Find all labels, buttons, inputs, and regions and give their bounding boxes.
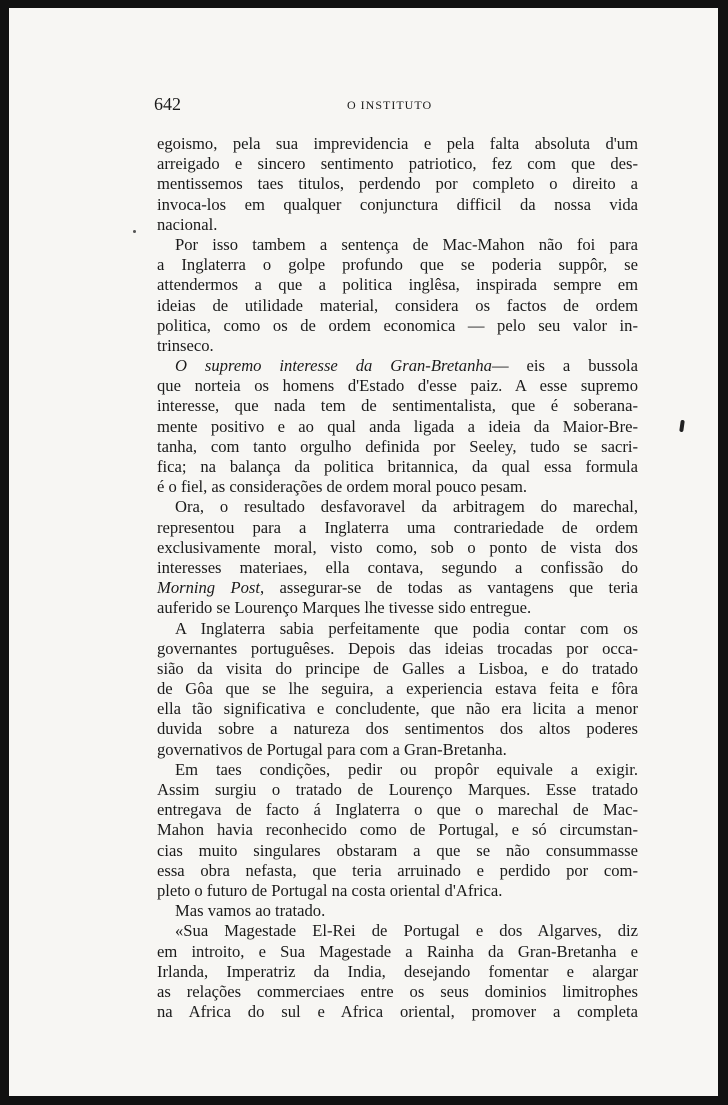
text-line: fica; na balança da politica britannica, da qual essa formula	[157, 457, 638, 476]
text-line: governantes portuguêses. Depois das ideias trocadas por occa-	[157, 638, 638, 658]
margin-ink-dot	[133, 230, 136, 233]
text-line: em introito, e Sua Magestade a Rainha da Gran-Bretanha e	[157, 941, 638, 961]
text-line	[157, 356, 638, 376]
text-line: Em taes condições, pedir ou propôr equivale a exigir.	[175, 759, 638, 779]
text-line: egoismo, pela sua imprevidencia e pela falta absoluta d'um	[157, 134, 638, 153]
text-line: duvida sobre a natureza dos sentimentos dos altos poderes	[157, 719, 638, 739]
text-line: governativos de Portugal para com a Gran-Bretanha.	[157, 739, 507, 759]
text-line: essa obra nefasta, que teria arruinado e perdido por com-	[157, 860, 638, 880]
text-line: politica, como os de ordem economica — pelo seu valor in-	[157, 315, 638, 335]
text-line: é o fiel, as considerações de ordem moral pouco pesam.	[157, 477, 527, 497]
text-line: «Sua Magestade El-Rei de Portugal e dos Algarves, diz	[175, 921, 638, 941]
text-line: que norteia os homens d'Estado d'esse paiz. A esse supremo	[157, 376, 638, 396]
book-page	[9, 8, 718, 1096]
text-line: cias muito singulares obstaram a que se não consummasse	[157, 840, 638, 860]
text-line: pleto o futuro de Portugal na costa oriental d'Africa.	[157, 880, 503, 900]
text-line: mentissemos taes titulos, perdendo por completo o direito a	[157, 174, 638, 194]
text-line: as relações commerciaes entre os seus dominios limitrophes	[157, 981, 638, 1001]
text-line: trinseco.	[157, 335, 214, 355]
text-line: auferido se Lourenço Marques lhe tivesse sido entregue.	[157, 598, 532, 618]
text-line: Irlanda, Imperatriz da India, desejando fomentar e alargar	[157, 961, 638, 981]
text-line: tanha, com tanto orgulho definida por Seeley, tudo se sacri-	[157, 436, 638, 456]
text-fragment: — eis a bussola	[491, 356, 639, 376]
text-line	[157, 578, 638, 598]
text-line: interesses materiaes, ella contava, segundo a confissão do	[157, 557, 638, 577]
text-line: na Africa do sul e Africa oriental, promover a completa	[157, 1002, 638, 1022]
text-line: exclusivamente moral, visto como, sob o ponto de vista dos	[157, 537, 638, 557]
body-text	[157, 134, 638, 1022]
text-line: Mahon havia reconhecido como de Portugal, e só circumstan-	[157, 820, 638, 840]
page-number: 642	[154, 94, 181, 114]
text-line: a Inglaterra o golpe profundo que se poderia suppôr, se	[157, 255, 638, 275]
text-line: Assim surgiu o tratado de Lourenço Marques. Esse tratado	[157, 780, 638, 799]
text-line: ella tão significativa e concludente, que não era licita a menor	[157, 699, 638, 719]
text-line: nacional.	[157, 214, 218, 234]
text-line: A Inglaterra sabia perfeitamente que podia contar com os	[175, 618, 638, 638]
italic-phrase: O supremo interesse da Gran-Bretanha	[175, 356, 492, 376]
text-fragment: , assegurar-se de todas as vantagens que teria	[260, 578, 638, 598]
text-line: de Gôa que se lhe seguira, a experiencia estava feita e fôra	[157, 679, 638, 699]
text-line: ideias de utilidade material, considera os factos de ordem	[157, 295, 638, 315]
text-line: mente positivo e ao qual anda ligada a ideia da Maior-Bre-	[157, 416, 638, 436]
text-line: Ora, o resultado desfavoravel da arbitragem do marechal,	[175, 497, 638, 517]
text-line: Por isso tambem a sentença de Mac-Mahon não foi para	[175, 234, 638, 254]
text-line: invoca-los em qualquer conjunctura difficil da nossa vida	[157, 194, 638, 214]
text-line: entregava de facto á Inglaterra o que o marechal de Mac-	[157, 800, 638, 820]
text-line: arreigado e sincero sentimento patriotico, fez com que des-	[157, 154, 638, 174]
text-line: sião da visita do principe de Galles a Lisboa, e do tratado	[157, 658, 638, 678]
text-line: interesse, que nada tem de sentimentalista, que é soberana-	[157, 396, 638, 416]
page-header	[154, 94, 444, 118]
text-line: attendermos a que a politica inglêsa, inspirada sempre em	[157, 275, 638, 295]
italic-phrase: Morning Post	[157, 578, 260, 598]
text-line: Mas vamos ao tratado.	[175, 901, 326, 921]
margin-ink-mark	[679, 420, 685, 432]
text-line: representou para a Inglaterra uma contrariedade de ordem	[157, 517, 638, 537]
running-head: O INSTITUTO	[347, 98, 433, 112]
